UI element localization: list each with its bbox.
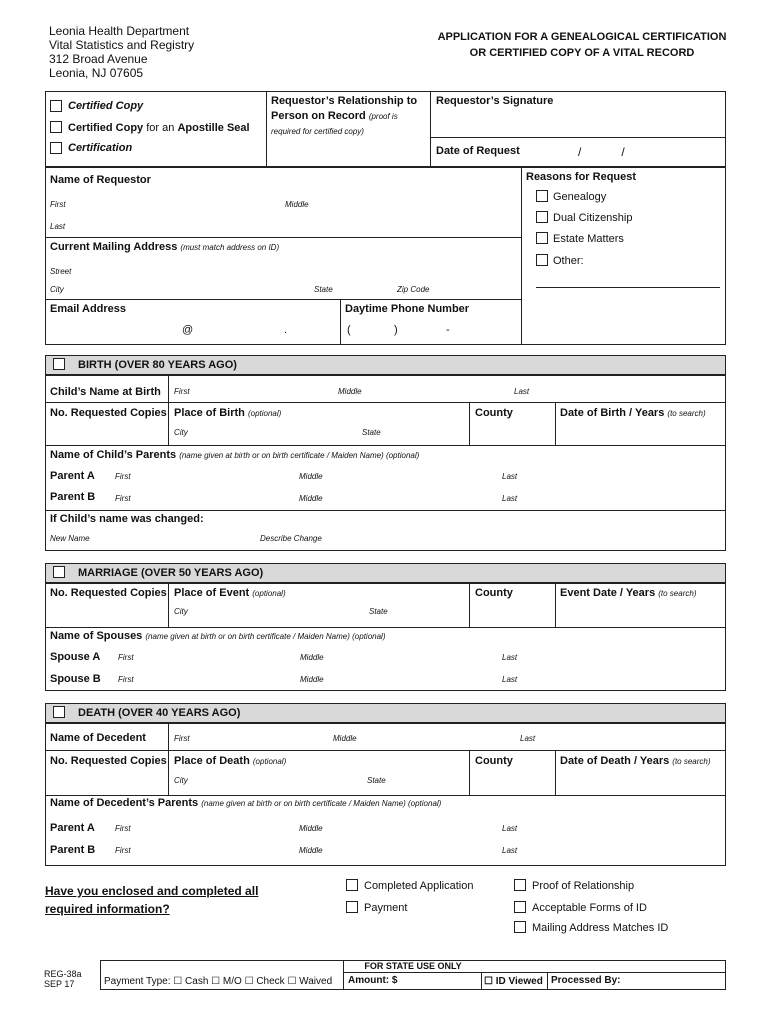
birth-county-label: County	[475, 407, 513, 419]
spouse-b-first: First	[118, 675, 134, 684]
decedent-last: Last	[520, 734, 536, 743]
spouse-b-label: Spouse B	[50, 673, 101, 685]
marriage-copies-label: No. Requested Copies	[50, 587, 167, 599]
city-address: Leonia, NJ 07605	[49, 66, 144, 80]
child-last: Last	[514, 387, 530, 396]
birth-checkbox[interactable]	[53, 358, 65, 370]
department-address	[49, 24, 194, 80]
requestor-box	[45, 167, 522, 345]
place-of-death-label: Place of Death (optional)	[174, 755, 287, 767]
birth-parent-b-first: First	[115, 494, 131, 503]
place-of-event-label: Place of Event (optional)	[174, 587, 286, 599]
decedent-parents-label: Name of Decedent’s Parents (name given at birth or on birth certificate / Maiden Name) (optional)	[50, 797, 442, 809]
reasons-title: Reasons for Request	[526, 171, 637, 183]
reason-citizenship-label: Dual Citizenship	[553, 212, 633, 224]
phone-open: (	[347, 324, 351, 336]
signature-label: Requestor’s Signature	[436, 95, 554, 107]
spouses-label: Name of Spouses (name given at birth or on birth certificate / Maiden Name) (optional)	[50, 630, 386, 642]
spouse-a-last: Last	[502, 653, 518, 662]
reason-estate-label: Estate Matters	[553, 233, 624, 245]
death-city: City	[174, 776, 188, 785]
date-of-birth-label: Date of Birth / Years (to search)	[560, 407, 706, 419]
payment-type-label: Payment Type: ☐ Cash ☐ M/O ☐ Check ☐ Waived	[104, 976, 333, 987]
death-county-label: County	[475, 755, 513, 767]
relationship-label: Requestor’s Relationship to Person on Record (proof is required for certified copy)	[271, 95, 418, 136]
email-at: @	[182, 324, 194, 336]
id-viewed-label: ☐ ID Viewed	[484, 976, 543, 987]
spouse-b-last: Last	[502, 675, 518, 684]
death-parent-b-last: Last	[502, 846, 518, 855]
reason-citizenship-checkbox[interactable]	[536, 211, 548, 223]
death-parent-a-middle: Middle	[299, 824, 323, 833]
child-first: First	[174, 387, 190, 396]
birth-parent-a-last: Last	[502, 472, 518, 481]
apostille-checkbox[interactable]	[50, 121, 62, 133]
place-of-birth-label: Place of Birth (optional)	[174, 407, 282, 419]
certification-checkbox[interactable]	[50, 142, 62, 154]
street-address: 312 Broad Avenue	[49, 52, 148, 66]
title-line-1: APPLICATION FOR A GENEALOGICAL CERTIFICATION	[437, 31, 727, 43]
reasons-box	[521, 167, 726, 345]
marriage-county-label: County	[475, 587, 513, 599]
reason-estate-checkbox[interactable]	[536, 232, 548, 244]
address-matches-label: Mailing Address Matches ID	[532, 922, 669, 934]
email-dot: .	[284, 324, 288, 336]
marriage-state: State	[369, 607, 388, 616]
requestor-last: Last	[50, 222, 66, 231]
decedent-name-label: Name of Decedent	[50, 732, 146, 744]
death-parent-a-first: First	[115, 824, 131, 833]
requestor-first: First	[50, 200, 66, 209]
phone-label: Daytime Phone Number	[345, 303, 470, 315]
birth-copies-label: No. Requested Copies	[50, 407, 167, 419]
dept-name: Leonia Health Department	[49, 24, 190, 38]
birth-parent-a-first: First	[115, 472, 131, 481]
checklist-question: Have you enclosed and completed all required information?	[45, 884, 259, 916]
birth-parent-a-label: Parent A	[50, 470, 95, 482]
proof-relationship-checkbox[interactable]	[514, 879, 526, 891]
marriage-header-label: MARRIAGE (OVER 50 YEARS AGO)	[78, 567, 264, 579]
birth-header-label: BIRTH (OVER 80 YEARS AGO)	[78, 359, 237, 371]
decedent-first: First	[174, 734, 190, 743]
date-separator: / /	[578, 145, 625, 159]
death-parent-b-first: First	[115, 846, 131, 855]
spouse-b-middle: Middle	[300, 675, 324, 684]
birth-state: State	[362, 428, 381, 437]
name-changed-label: If Child’s name was changed:	[50, 513, 204, 525]
phone-dash: -	[446, 324, 450, 336]
acceptable-id-label: Acceptable Forms of ID	[532, 902, 647, 914]
death-copies-label: No. Requested Copies	[50, 755, 167, 767]
death-state: State	[367, 776, 386, 785]
zip-label: Zip Code	[397, 285, 430, 294]
reason-genealogy-label: Genealogy	[553, 191, 607, 203]
state-label: State	[314, 285, 333, 294]
acceptable-id-checkbox[interactable]	[514, 901, 526, 913]
certified-copy-checkbox[interactable]	[50, 100, 62, 112]
completed-application-checkbox[interactable]	[346, 879, 358, 891]
title-line-2: OR CERTIFIED COPY OF A VITAL RECORD	[469, 47, 695, 59]
address-matches-checkbox[interactable]	[514, 921, 526, 933]
birth-parent-a-middle: Middle	[299, 472, 323, 481]
describe-change-label: Describe Change	[260, 534, 322, 543]
requestor-middle: Middle	[285, 200, 309, 209]
form-number: REG-38a SEP 17	[44, 969, 82, 989]
mailing-address-label: Current Mailing Address (must match address on ID)	[50, 241, 280, 253]
death-parent-b-label: Parent B	[50, 844, 96, 856]
spouse-a-label: Spouse A	[50, 651, 101, 663]
payment-checkbox[interactable]	[346, 901, 358, 913]
proof-relationship-label: Proof of Relationship	[532, 880, 635, 892]
date-of-death-label: Date of Death / Years (to search)	[560, 755, 711, 767]
death-parent-a-last: Last	[502, 824, 518, 833]
spouse-a-first: First	[118, 653, 134, 662]
phone-close: )	[394, 324, 398, 336]
city-label: City	[50, 285, 64, 294]
street-label: Street	[50, 267, 72, 276]
birth-parent-b-middle: Middle	[299, 494, 323, 503]
office-name: Vital Statistics and Registry	[49, 38, 195, 52]
amount-label: Amount: $	[348, 975, 398, 986]
completed-application-label: Completed Application	[364, 880, 474, 892]
birth-parent-b-label: Parent B	[50, 491, 96, 503]
payment-label: Payment	[364, 902, 408, 914]
date-of-request-label: Date of Request	[436, 145, 520, 157]
reason-other-checkbox[interactable]	[536, 254, 548, 266]
event-date-label: Event Date / Years (to search)	[560, 587, 697, 599]
child-parents-label: Name of Child’s Parents (name given at birth or on birth certificate / Maiden Name) (optional)	[50, 449, 420, 461]
decedent-middle: Middle	[333, 734, 357, 743]
death-header-label: DEATH (OVER 40 YEARS AGO)	[78, 707, 241, 719]
death-parent-a-label: Parent A	[50, 822, 95, 834]
death-parent-b-middle: Middle	[299, 846, 323, 855]
processed-by-label: Processed By:	[551, 975, 621, 986]
state-use-label: FOR STATE USE ONLY	[364, 961, 462, 971]
child-name-label: Child’s Name at Birth	[50, 386, 161, 398]
death-checkbox[interactable]	[53, 706, 65, 718]
spouse-a-middle: Middle	[300, 653, 324, 662]
marriage-checkbox[interactable]	[53, 566, 65, 578]
child-middle: Middle	[338, 387, 362, 396]
form-title	[420, 29, 744, 61]
apostille-label: Certified Copy for an Apostille Seal	[68, 122, 250, 134]
reason-other-line	[536, 287, 720, 288]
certified-copy-label: Certified Copy	[68, 100, 144, 112]
birth-parent-b-last: Last	[502, 494, 518, 503]
certification-label: Certification	[68, 142, 133, 154]
reason-other-label: Other:	[553, 255, 584, 267]
requestor-name-label: Name of Requestor	[50, 174, 151, 186]
reason-genealogy-checkbox[interactable]	[536, 190, 548, 202]
email-label: Email Address	[50, 303, 127, 315]
marriage-city: City	[174, 607, 188, 616]
new-name-label: New Name	[50, 534, 90, 543]
birth-city: City	[174, 428, 188, 437]
